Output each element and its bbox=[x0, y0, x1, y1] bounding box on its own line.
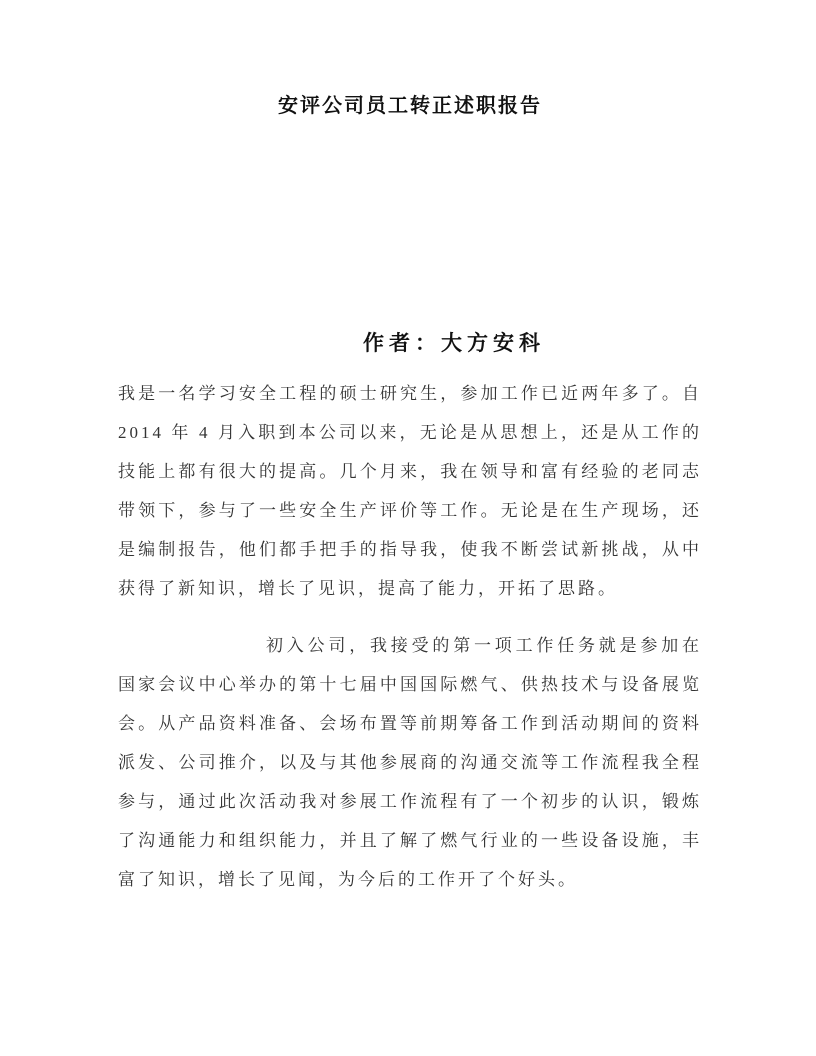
author-line: 作者：大方安科 bbox=[363, 331, 545, 355]
document-title: 安评公司员工转正述职报告 bbox=[278, 95, 542, 117]
paragraph-1: 我是一名学习安全工程的硕士研究生，参加工作已近两年多了。自 2014 年 4 月入职到本公司以来，无论是从思想上，还是从工作的技能上都有很大的提高。几个月来，我在领导和富有经验的老同志带领下，参与了一些安全生产评价等工作。无论是在生产现场，还是编制报告，他们都手把手的指导我，使我不断尝试新挑战，从中获得了新知识，增长了见识，提高了能力，开拓了思路。 bbox=[118, 384, 702, 598]
paragraph-2: 初入公司，我接受的第一项工作任务就是参加在国家会议中心举办的第十七届中国国际燃气、供热技术与设备展览会。从产品资料准备、会场布置等前期筹备工作到活动期间的资料派发、公司推介，以及与其他参展商的沟通交流等工作流程我全程参与，通过此次活动我对参展工作流程有了一个初步的认识，锻炼了沟通能力和组织能力，并且了解了燃气行业的一些设备设施，丰富了知识，增长了见闻，为今后的工作开了个好头。 bbox=[118, 636, 702, 889]
